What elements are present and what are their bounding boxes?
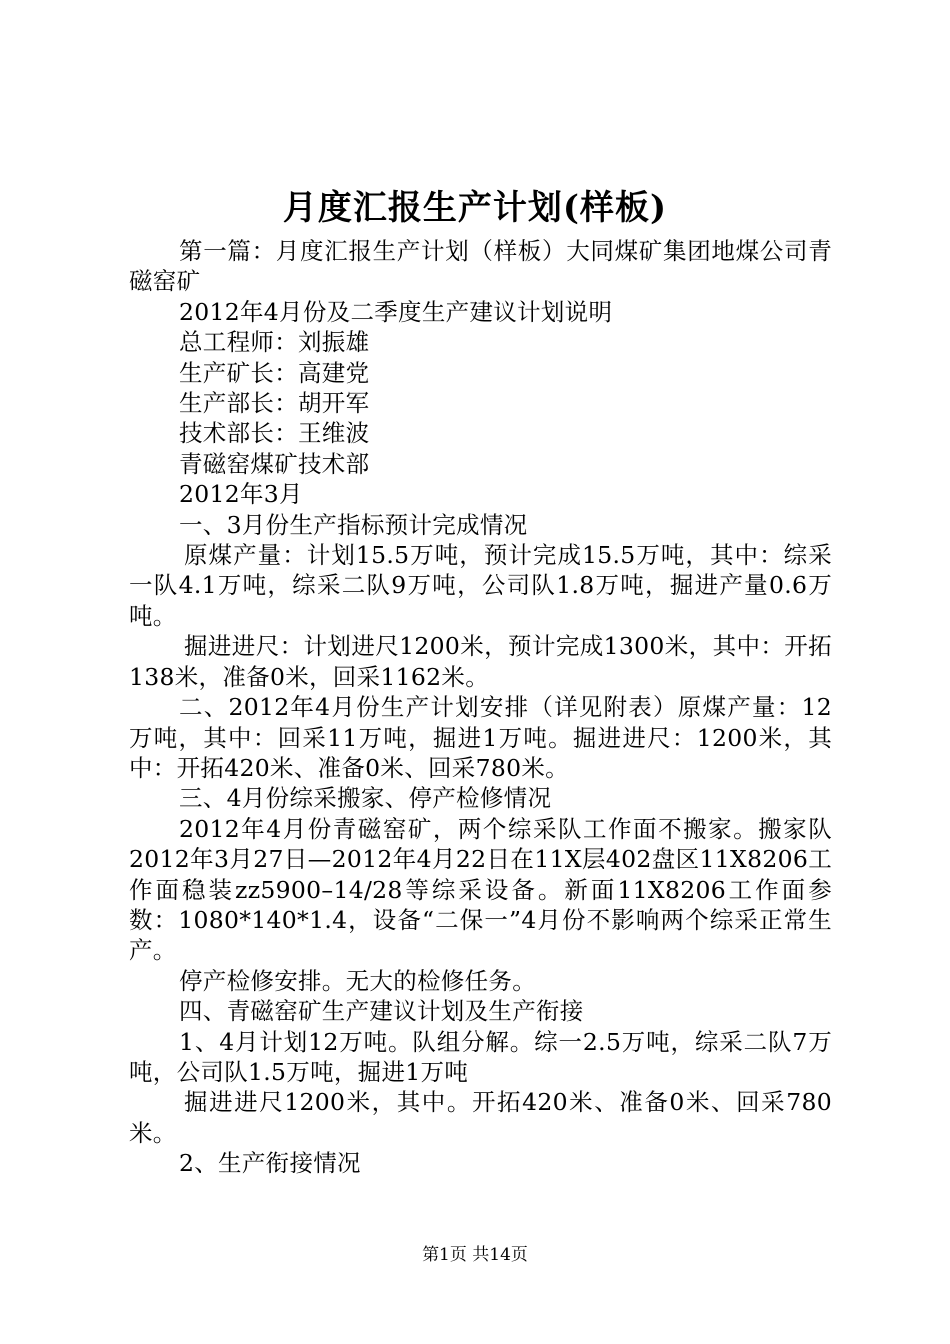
paragraph: 生产部长：胡开军 <box>179 389 370 418</box>
paragraph: 1、4月计划12万吨。队组分解。综一2.5万吨，综采二队7万吨，公司队1.5万吨，掘进1万吨 <box>129 1027 832 1086</box>
paragraph: 掘进进尺1200米，其中。开拓420米、准备0米、回采780米。 <box>129 1088 832 1147</box>
paragraph: 技术部长：王维波 <box>179 419 370 448</box>
paragraph: 2012年4月份及二季度生产建议计划说明 <box>179 297 613 326</box>
paragraph: 二、2012年4月份生产计划安排（详见附表）原煤产量：12万吨，其中：回采11万吨，掘进1万吨。掘进进尺：1200米，其中：开拓420米、准备0米、回采780米。 <box>129 693 832 782</box>
paragraph: 掘进进尺：计划进尺1200米，预计完成1300米，其中：开拓138米，准备0米，回采1162米。 <box>129 632 832 691</box>
paragraph: 三、4月份综采搬家、停产检修情况 <box>179 784 552 813</box>
page-footer: 第1页 共14页 <box>422 1245 528 1265</box>
document-title: 月度汇报生产计划(样板) <box>282 188 668 228</box>
paragraph: 四、青磁窑矿生产建议计划及生产衔接 <box>179 997 584 1026</box>
paragraph: 2、生产衔接情况 <box>179 1149 361 1178</box>
document-body <box>129 236 832 1179</box>
paragraph: 第一篇：月度汇报生产计划（样板）大同煤矿集团地煤公司青磁窑矿 <box>129 237 832 296</box>
paragraph: 停产检修安排。无大的检修任务。 <box>179 966 536 995</box>
paragraph: 一、3月份生产指标预计完成情况 <box>179 510 528 539</box>
paragraph: 2012年4月份青磁窑矿，两个综采队工作面不搬家。搬家队2012年3月27日—2012年4月22日在11X层402盘区11X8206工作面稳装zz5900–14/28等综采设备。新面11X8206工作面参数：1080*140*1.4，设备“二保一”4月份不影响两个综采正常生产。 <box>129 814 832 965</box>
paragraph: 2012年3月 <box>179 480 303 509</box>
paragraph: 原煤产量：计划15.5万吨，预计完成15.5万吨，其中：综采一队4.1万吨，综采二队9万吨，公司队1.8万吨，掘进产量0.6万吨。 <box>129 541 832 630</box>
paragraph: 总工程师：刘振雄 <box>179 328 370 357</box>
paragraph: 青磁窑煤矿技术部 <box>179 449 370 478</box>
paragraph: 生产矿长：高建党 <box>179 358 370 387</box>
